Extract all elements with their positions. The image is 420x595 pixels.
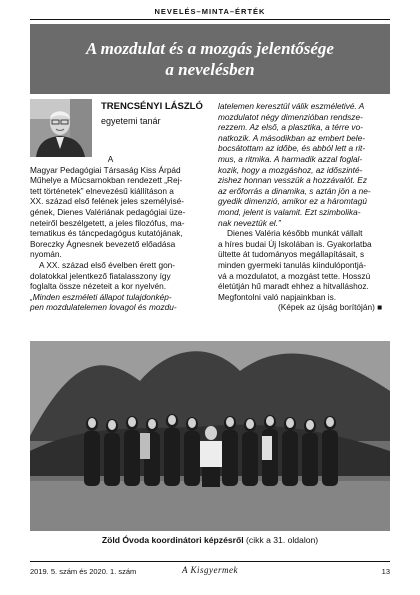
quote-line: bocsátottam az időbe, és abból lett a rit- xyxy=(218,143,366,154)
quote-line: natkozik. A másodikban az embert bele- xyxy=(218,132,365,143)
quote-line: mond, jelent is valamit. Ezt szimbolika- xyxy=(218,206,361,217)
body-line: minden gyermeki tanulás kiindulópontjá- xyxy=(218,259,367,270)
body-line: Műhelye a Mūcsarnokban rendezett „Rej- xyxy=(30,175,183,186)
quote-line: latelemen keresztül válik eszméletivé. A xyxy=(218,101,365,111)
body-line: XX. század első felének jeles személyisé- xyxy=(30,196,185,207)
body-line: gének, Dienes Valériának pedagógiai üze- xyxy=(30,206,186,217)
quote-line: gyedik dimenzió, amikor ez a háromtagú xyxy=(218,196,367,207)
footer-issue: 2019. 5. szám és 2020. 1. szám xyxy=(30,567,137,576)
quote-line: „Minden eszméleti állapot tulajdonkép- xyxy=(30,291,172,302)
body-line: tematikus és táncpedagógus kutatójának, xyxy=(30,228,183,239)
caption-reference: (cikk a 31. oldalon) xyxy=(243,535,319,545)
body-line: vá a mozdulatot, a mozgást tette. Hosszú xyxy=(218,270,371,281)
footer-magazine-name: A Kisgyermek xyxy=(181,565,239,575)
body-line: a híres budai Új Iskolában is. Gyakorlatba xyxy=(218,238,372,249)
image-note: (Képek az újság borítóján) ■ xyxy=(278,302,383,313)
body-line: dolatokkal jelentkező fiatalasszony így xyxy=(30,270,171,281)
body-line: életútján hű maradt ehhez a hitvalláshoz. xyxy=(218,281,369,292)
title-banner xyxy=(30,24,390,94)
article-right-column xyxy=(218,101,382,313)
author-role: egyetemi tanár xyxy=(101,116,161,126)
quote-line: kozik, hogy a mozgáshoz, az időszinté- xyxy=(218,164,363,175)
body-line: foglalta össze nézeteit a kor nyelvén. xyxy=(30,281,167,292)
quote-line: mozdulatot négy dimenzióban rendsze- xyxy=(218,111,363,122)
body-line: Megfontolni való napjainkban is. xyxy=(218,291,337,302)
caption-bold: Zöld Óvoda koordinátori képzésről xyxy=(101,535,244,545)
quote-line: nak neveztük el.” xyxy=(218,217,281,228)
body-line: Magyar Pedagógiai Társaság Kiss Árpád xyxy=(30,164,181,175)
quote-line: pen mozdulatelemen lovagol és mozdu- xyxy=(30,302,177,313)
section-label: NEVELÉS–MINTA–ÉRTÉK xyxy=(154,7,266,16)
body-line: A XX. század első évelben érett gon- xyxy=(39,259,176,270)
group-photo xyxy=(30,341,390,531)
bottom-rule xyxy=(30,561,390,562)
page-number: 13 xyxy=(381,567,390,576)
quote-line: mus, a ritmika. A harmadik azzal foglal- xyxy=(218,153,363,164)
quote-line: az erőforrás a dinamika, s aztán jön a ne- xyxy=(218,185,371,196)
quote-line: rezzem. Az első, a plasztika, a térre vo- xyxy=(218,122,363,133)
quote-line: zishez honnan vesszük a hozzávalót. Ez xyxy=(218,175,367,186)
top-rule xyxy=(30,19,390,20)
drop-letter: A xyxy=(107,154,114,164)
article-left-column xyxy=(30,154,185,313)
author-portrait xyxy=(30,99,92,157)
photo-caption xyxy=(0,535,420,545)
author-name: TRENCSÉNYI LÁSZLÓ xyxy=(101,101,203,112)
article-title-line-1: A mozdulat és a mozgás jelentősége xyxy=(86,39,334,58)
article-title-line-2: a nevelésben xyxy=(165,60,255,79)
body-line: tett történetek” elnevezésű kiállításon a xyxy=(30,185,174,196)
body-line: neteiről beszélgetett, a jeles filozófus, ma- xyxy=(30,217,185,228)
body-line: Boreczky Ágnesnek bevezető előadása xyxy=(30,238,176,249)
body-line: Dienes Valéria később munkát vállalt xyxy=(227,228,363,239)
body-line: ültette át tudományos megállapításait, s xyxy=(218,249,365,260)
body-line: nyomán. xyxy=(30,249,62,260)
